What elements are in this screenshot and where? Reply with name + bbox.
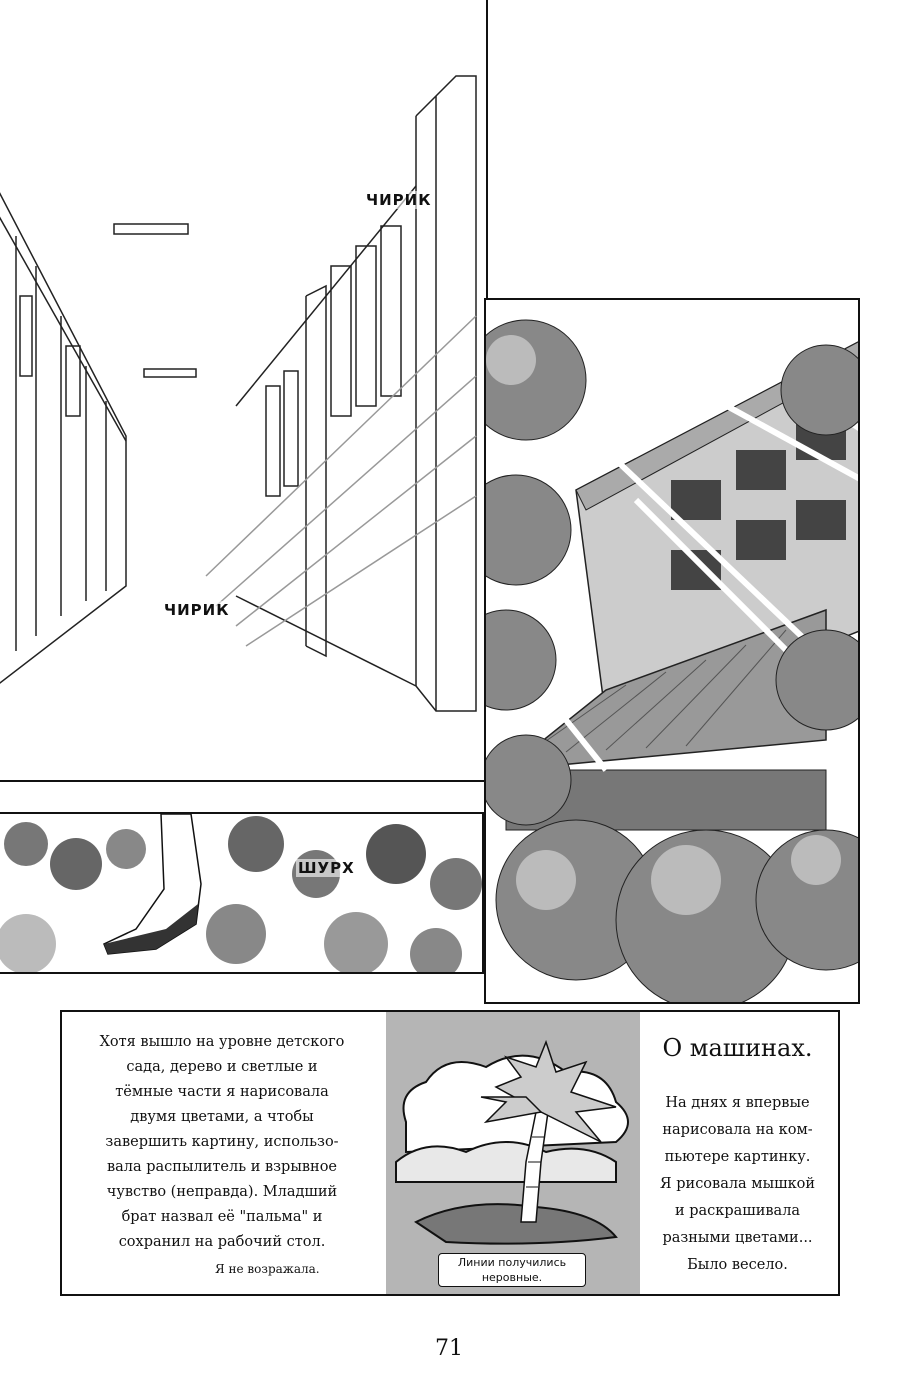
note-left-sign: Я не возражала. <box>215 1262 320 1276</box>
palm-picture <box>386 1012 640 1294</box>
note-left-line: Хотя вышло на уровне детского <box>99 1034 345 1050</box>
school-building-panel <box>484 298 860 1004</box>
note-right-line: разными цветами... <box>662 1230 813 1246</box>
note-right-title: О машинах. <box>662 1034 813 1062</box>
note-left-line: сохранил на рабочий стол. <box>118 1234 326 1250</box>
palm-caption <box>438 1253 586 1287</box>
grass-drawing <box>0 814 484 974</box>
note-right-line: пьютере картинку. <box>664 1149 811 1165</box>
corridor-panel <box>0 0 488 782</box>
building-drawing <box>486 300 860 1004</box>
author-note-right <box>645 1090 830 1279</box>
note-right-line: Было весело. <box>687 1257 788 1273</box>
page-number: 71 <box>435 1336 463 1361</box>
sfx-chirik-top: ЧИРИК <box>366 191 432 209</box>
note-right-line: На днях я впервые <box>665 1095 810 1111</box>
note-left-line: завершить картину, использо- <box>105 1134 339 1150</box>
note-left-line: вала распылитель и взрывное <box>106 1159 338 1175</box>
note-right-line: и раскрашивала <box>674 1203 801 1219</box>
note-left-line: двумя цветами, а чтобы <box>130 1109 314 1125</box>
note-left-line: брат назвал её "пальма" и <box>121 1209 323 1225</box>
corridor-drawing <box>0 0 488 782</box>
foot-grass-panel <box>0 812 484 974</box>
note-left-line: сада, дерево и светлые и <box>126 1059 318 1075</box>
sfx-shurkh: ШУРХ <box>298 859 355 877</box>
caption-line: Линии получились <box>457 1256 567 1269</box>
note-right-line: нарисовала на ком- <box>662 1122 813 1138</box>
caption-line: неровные. <box>481 1271 543 1284</box>
sfx-chirik-bottom: ЧИРИК <box>164 601 230 619</box>
note-right-line: Я рисовала мышкой <box>659 1176 816 1192</box>
note-left-line: чувство (неправда). Младший <box>106 1184 338 1200</box>
note-left-line: тёмные части я нарисовала <box>115 1084 329 1100</box>
author-note-left <box>72 1030 372 1255</box>
palm-drawing <box>386 1012 640 1294</box>
